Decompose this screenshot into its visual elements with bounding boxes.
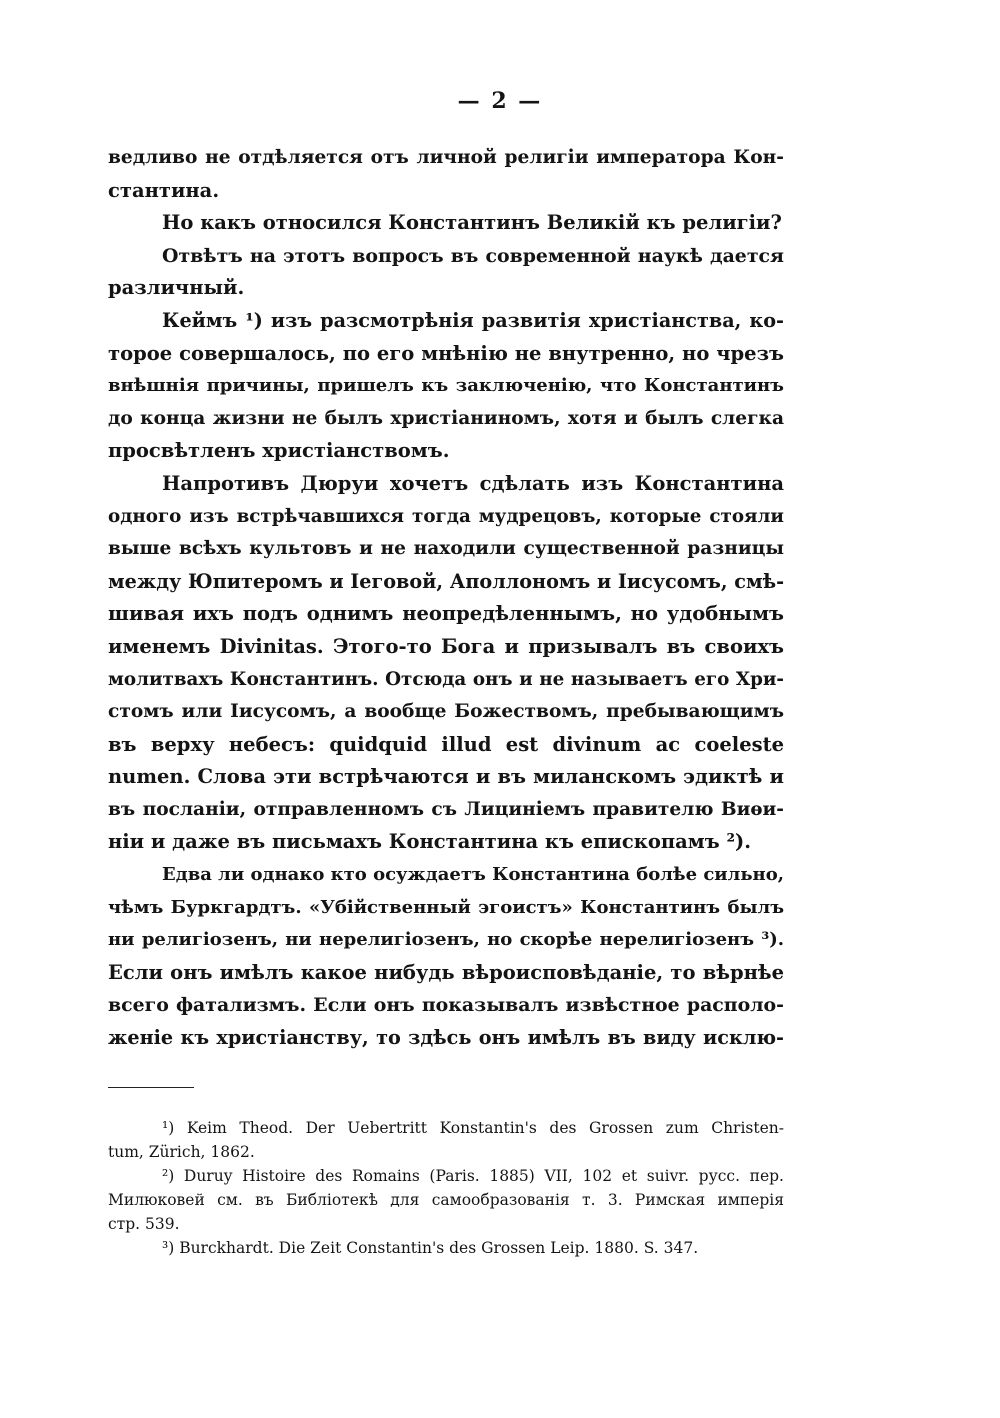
paragraph [108,207,784,240]
footnotes [108,1116,784,1260]
text-line: чѣмъ Буркгардтъ. «Убійственный эгоистъ» Константинъ былъ [108,896,784,918]
footnote-divider [108,1087,194,1088]
text-line: одного изъ встрѣчавшихся тогда мудрецовъ, которые стояли [108,505,784,527]
text-line: до конца жизни не былъ христіаниномъ, хотя и былъ слегка [108,407,784,429]
text-line: именемъ Divinitas. Этого-то Бога и призывалъ въ своихъ [108,634,784,658]
text-line: ніи и даже въ письмахъ Константина къ епископамъ ²). [108,830,751,854]
text-line: женіе къ христіанству, то здѣсь онъ имѣлъ въ виду исклю- [108,1026,784,1050]
page-number: — 2 — [457,88,543,114]
text-line: Но какъ относился Константинъ Великій къ религіи? [162,211,782,235]
text-line: внѣшнія причины, пришелъ къ заключенію, что Константинъ [108,375,784,397]
paragraph [108,859,784,1055]
text-line: въ верху небесъ: quidquid illud est divinum ac coeleste [108,732,784,756]
footnote-line: Милюковей см. въ Библіотекѣ для самообразованія т. 3. Римская имперія [108,1191,784,1209]
text-line: ни религіозенъ, ни нерелигіозенъ, но скорѣе нерелигіозенъ ³). [108,929,784,951]
paragraph [108,305,784,468]
text-line: стомъ или Іисусомъ, а вообще Божествомъ, пребывающимъ [108,701,784,723]
text-line: въ посланіи, отправленномъ съ Лициніемъ правителю Виѳи- [108,798,784,820]
footnote-line: ³) Burckhardt. Die Zeit Constantin's des Grossen Leip. 1880. S. 347. [162,1239,699,1257]
text-line: шивая ихъ подъ однимъ неопредѣленнымъ, но удобнымъ [108,602,784,626]
text-line: numen. Слова эти встрѣчаются и въ миланскомъ эдиктѣ и [108,765,784,789]
text-line: стантина. [108,178,220,202]
footnote [108,1164,784,1236]
body-text [108,142,784,1055]
text-line: молитвахъ Константинъ. Отсюда онъ и не называетъ его Хри- [108,668,784,690]
text-line: Отвѣтъ на этотъ вопросъ въ современной наукѣ дается [162,244,784,267]
text-line: Напротивъ Дюруи хочетъ сдѣлать изъ Константина [162,471,784,495]
text-line: Кеймъ ¹) изъ разсмотрѣнія развитія христіанства, ко- [162,308,784,332]
text-line: просвѣтленъ христіанствомъ. [108,439,450,463]
footnote [108,1236,784,1260]
paragraph [108,142,784,207]
text-line: торое совершалось, по его мнѣнію не внутренно, но чрезъ [108,341,784,365]
footnote-line: стр. 539. [108,1215,180,1233]
footnote-line: ²) Duruy Histoire des Romains (Paris. 1885) VII, 102 et suivr. русс. пер. [162,1167,784,1185]
footnote [108,1116,784,1164]
text-line: Если онъ имѣлъ какое нибудь вѣроисповѣданіе, то вѣрнѣе [108,960,784,984]
paragraph [108,240,784,305]
paragraph [108,468,784,859]
text-line: ведливо не отдѣляется отъ личной религіи императора Кон- [108,147,784,168]
text-line: Едва ли однако кто осуждаетъ Константина болѣе сильно, [162,864,784,886]
footnote-line: tum, Zürich, 1862. [108,1143,255,1161]
text-line: всего фатализмъ. Если онъ показывалъ извѣстное располо- [108,994,784,1017]
footnote-line: ¹) Keim Theod. Der Uebertritt Konstantin's des Grossen zum Christen- [162,1119,784,1137]
text-line: различный. [108,276,245,300]
text-line: выше всѣхъ культовъ и не находили существенной разницы [108,538,784,560]
text-line: между Юпитеромъ и Іеговой, Аполлономъ и Іисусомъ, смѣ- [108,569,785,593]
